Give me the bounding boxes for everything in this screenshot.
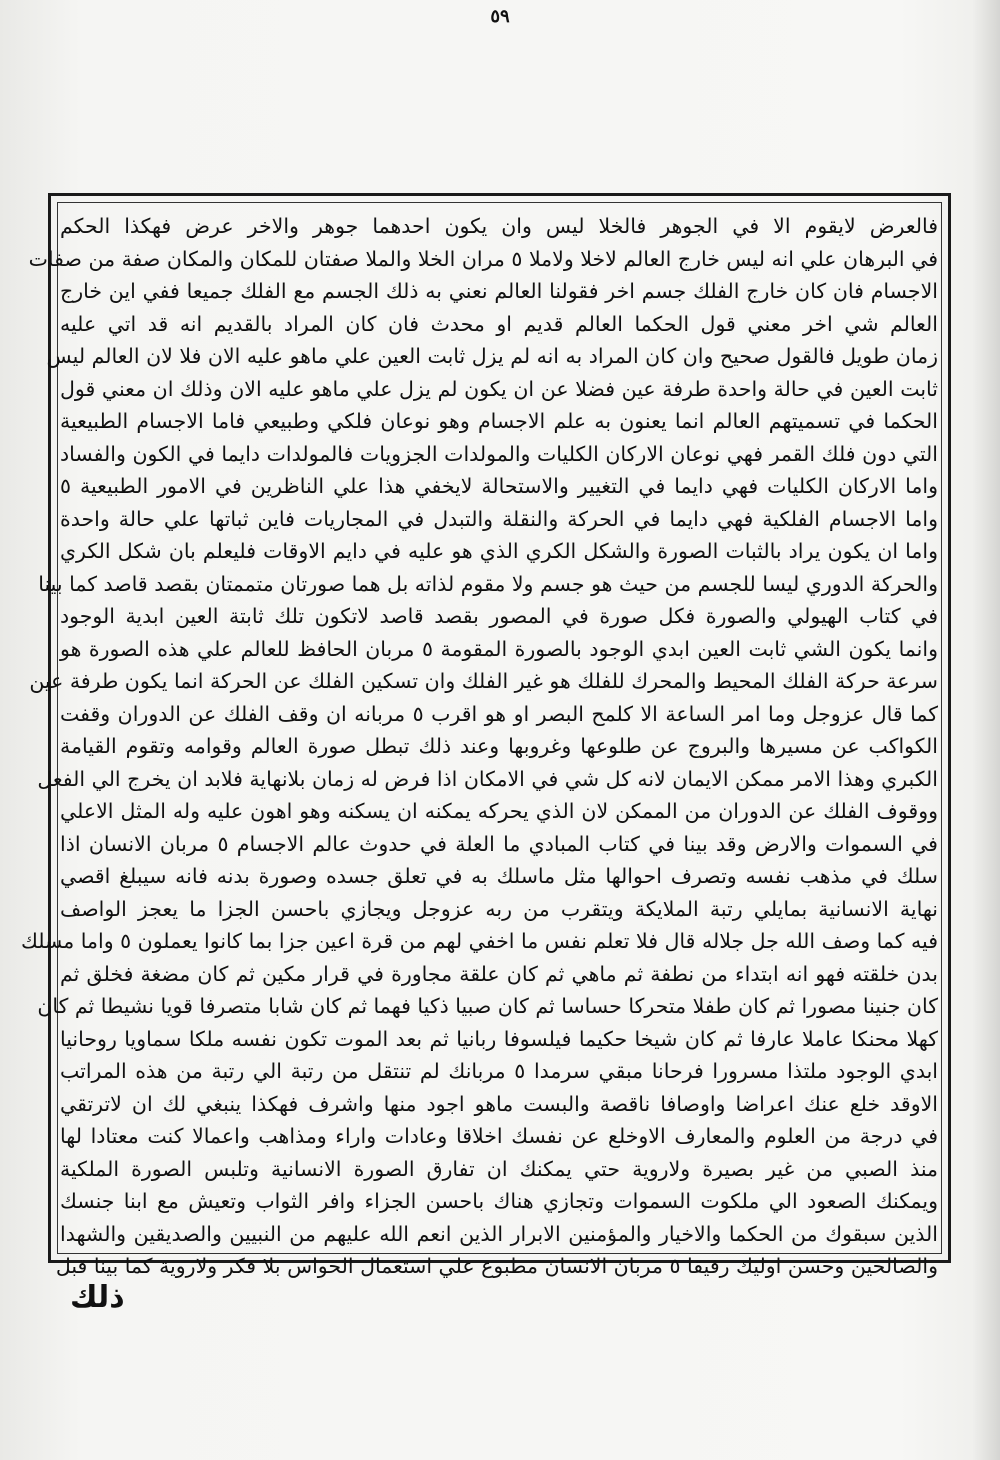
text-line: فيه كما وصف الله جل جلاله قال فلا تعلم نفس ما اخفي لهم من قرة اعين جزا بما كانوا يعملون ٥ واما مسلك xyxy=(20,929,938,953)
text-line: والحركة الدوري ليسا للجسم من حيث هو جسم ولا مقوم لذاته بل هما صورتان متممتان بقصد قاصد كما بينا xyxy=(38,571,938,596)
text-line: الاجسام فان كان خارج الفلك جسم اخر فقولنا العالم نعني به ذلك الجسم مع الفلك جميعا ففي اين خارج xyxy=(60,279,938,303)
text-line: في درجة من العلوم والمعارف الاوخلع عن نفسك اخلاقا وعادات واراء ومذاهب واعمالا كنت معتادا لها xyxy=(60,1124,938,1148)
text-line: نهاية الانسانية بمايلي رتبة الملايكة ويتقرب من ربه عزوجل ويجازي باحسن الجزا ما يعجز الواصف xyxy=(60,896,938,921)
text-line: وانما يكون الشي ثابت العين ابدي الوجود بالصورة المقومة ٥ مربان الحافظ للعالم علي هذه الصورة هو xyxy=(60,636,938,661)
text-line: منذ الصبي من غير بصيرة ولاروية حتي يمكنك ان تفارق الصورة الانسانية وتلبس الصورة الملكية xyxy=(60,1156,938,1181)
gutter-shadow xyxy=(972,0,1000,1460)
text-line: التي دون فلك القمر فهي نوعان الاركان الكليات والمولدات الجزويات فالمولدات دايما في الكون والفساد xyxy=(60,441,938,466)
text-line: كهلا محنكا عاملا عارفا ثم كان شيخا حكيما فيلسوفا ربانيا ثم بعد الموت تكون نفسه ملكا سماويا روحانيا xyxy=(60,1026,938,1051)
text-line: كما قال عزوجل وما امر الساعة الا كلمح البصر او هو اقرب ٥ مربانه ان وقف الفلك عن الدوران وقفت xyxy=(60,701,939,726)
text-line: الكواكب عن مسيرها والبروج عن طلوعها وغروبها وعند ذلك تبطل صورة العالم وقوامه وتقوم القيامة xyxy=(60,734,938,758)
catchword: ذلك xyxy=(70,1280,125,1315)
text-line: في كتاب الهيولي والصورة فكل صورة في المصور بقصد قاصد لاتكون تلك ثابتة العين ابدية الوجود xyxy=(60,604,938,628)
text-line: الكبري وهذا الامر ممكن الايمان لانه كل شي في الامكان اذا فرض له زمان بلانهاية فلابد ان يخرج الي الفعل xyxy=(37,766,938,791)
text-line: بدن خلقته فهو انه ابتداء من نطفة ثم ماهي ثم كان علقة مجاورة في قرار مكين ثم كان مضغة فخلق ثم xyxy=(60,961,938,986)
manuscript-text-block xyxy=(20,210,939,1278)
text-line: واما ان يكون يراد بالثبات الصورة والشكل الكري الذي هو عليه في دايم الاوقات فليعلم بان شكل الكري xyxy=(60,539,938,563)
text-line: الذين سبقوك من الحكما والاخيار والمؤمنين الابرار الذين انعم الله عليهم من النبيين والصديقين والشهدا xyxy=(60,1221,938,1246)
text-line: زمان طويل فالقول صحيح وان كان المراد به انه لم يزل ثابت العين علي ماهو عليه الان فلا لان العالم ليس xyxy=(46,344,938,368)
text-line: العالم شي اخر معني قول الحكما العالم قديم او محدث فان كان المراد بالقديم انه قد اتي عليه xyxy=(60,311,938,336)
text-line: كان جنينا مصورا ثم كان طفلا متحركا حساسا ثم كان صبيا ذكيا فهما ثم كان شابا متصرفا قويا نشيطا ثم كان xyxy=(37,994,938,1018)
text-line: ابدي الوجود ملتذا مسرورا فرحانا مبقي سرمدا ٥ مربانك لم تنتقل من رتبة الي رتبة من هذه المراتب xyxy=(60,1059,938,1083)
text-line: واما الاركان الكليات فهي دايما في التغيير والاستحالة لايخفي هذا علي الناظرين في الامور الطبيعية ٥ xyxy=(60,474,938,498)
text-line: ويمكنك الصعود الي ملكوت السموات وتجازي هناك باحسن الجزاء وافر الثواب وتعيش مع ابنا جنسك xyxy=(60,1189,938,1213)
text-line: في البرهان علي انه ليس خارج العالم لاخلا ولاملا ٥ مران الخلا والملا صفتان للمكان والمكان صفة من صفات xyxy=(28,246,938,271)
text-line: ثابت العين في حالة واحدة طرفة عين فضلا عن ان يكون لم يزل علي ماهو عليه الان وذلك ان معني قول xyxy=(60,376,938,401)
text-line: فالعرض لايقوم الا في الجوهر فالخلا ليس وان يكون احدهما جوهر والاخر عرض فهكذا الحكم xyxy=(60,214,938,238)
text-line: في السموات والارض وقد بينا في كتاب المبادي ما العلة في حدوث عالم الاجسام ٥ مربان الانسان اذا xyxy=(60,831,938,856)
folio-mark: ٥٩ xyxy=(490,6,510,27)
text-line: والصالحين وحسن اوليك رفيقا ٥ مربان الانسان مطبوع علي استعمال الحواس بلا فكر ولاروية كما بينا قبل xyxy=(55,1254,938,1278)
text-line: سلك في مذهب نفسه وتصرف احوالها مثل ماسلك به في تعلق جسده وصورة بدنه فانه سيبلغ اقصي xyxy=(60,864,938,888)
text-line: واما الاجسام الفلكية فهي دايما في الحركة والنقلة والتبدل في المجاريات فاين ثباتها علي حالة واحدة xyxy=(60,506,938,531)
text-line: الحكما في تسميتهم العالم انما يعنون به علم الاجسام وهو نوعان فلكي وطبيعي فاما الاجسام الطبيعية xyxy=(60,409,938,433)
text-line: ووقوف الفلك عن الدوران من الممكن لان الذي يحركه يمكنه ان يسكنه وهو اهون عليه وله المثل الاعلي xyxy=(60,799,938,823)
text-line: سرعة حركة الفلك المحيط والمحرك للفلك هو غير الفلك وان تسكين الفلك عن الحركة انما يكون طرفة عين xyxy=(29,669,938,693)
text-line: الاوقد خلع عنك اعراضا واوصافا ناقصة والبست ماهو اجود منها واشرف فهكذا ينبغي لك ان لاترتقي xyxy=(60,1091,938,1116)
